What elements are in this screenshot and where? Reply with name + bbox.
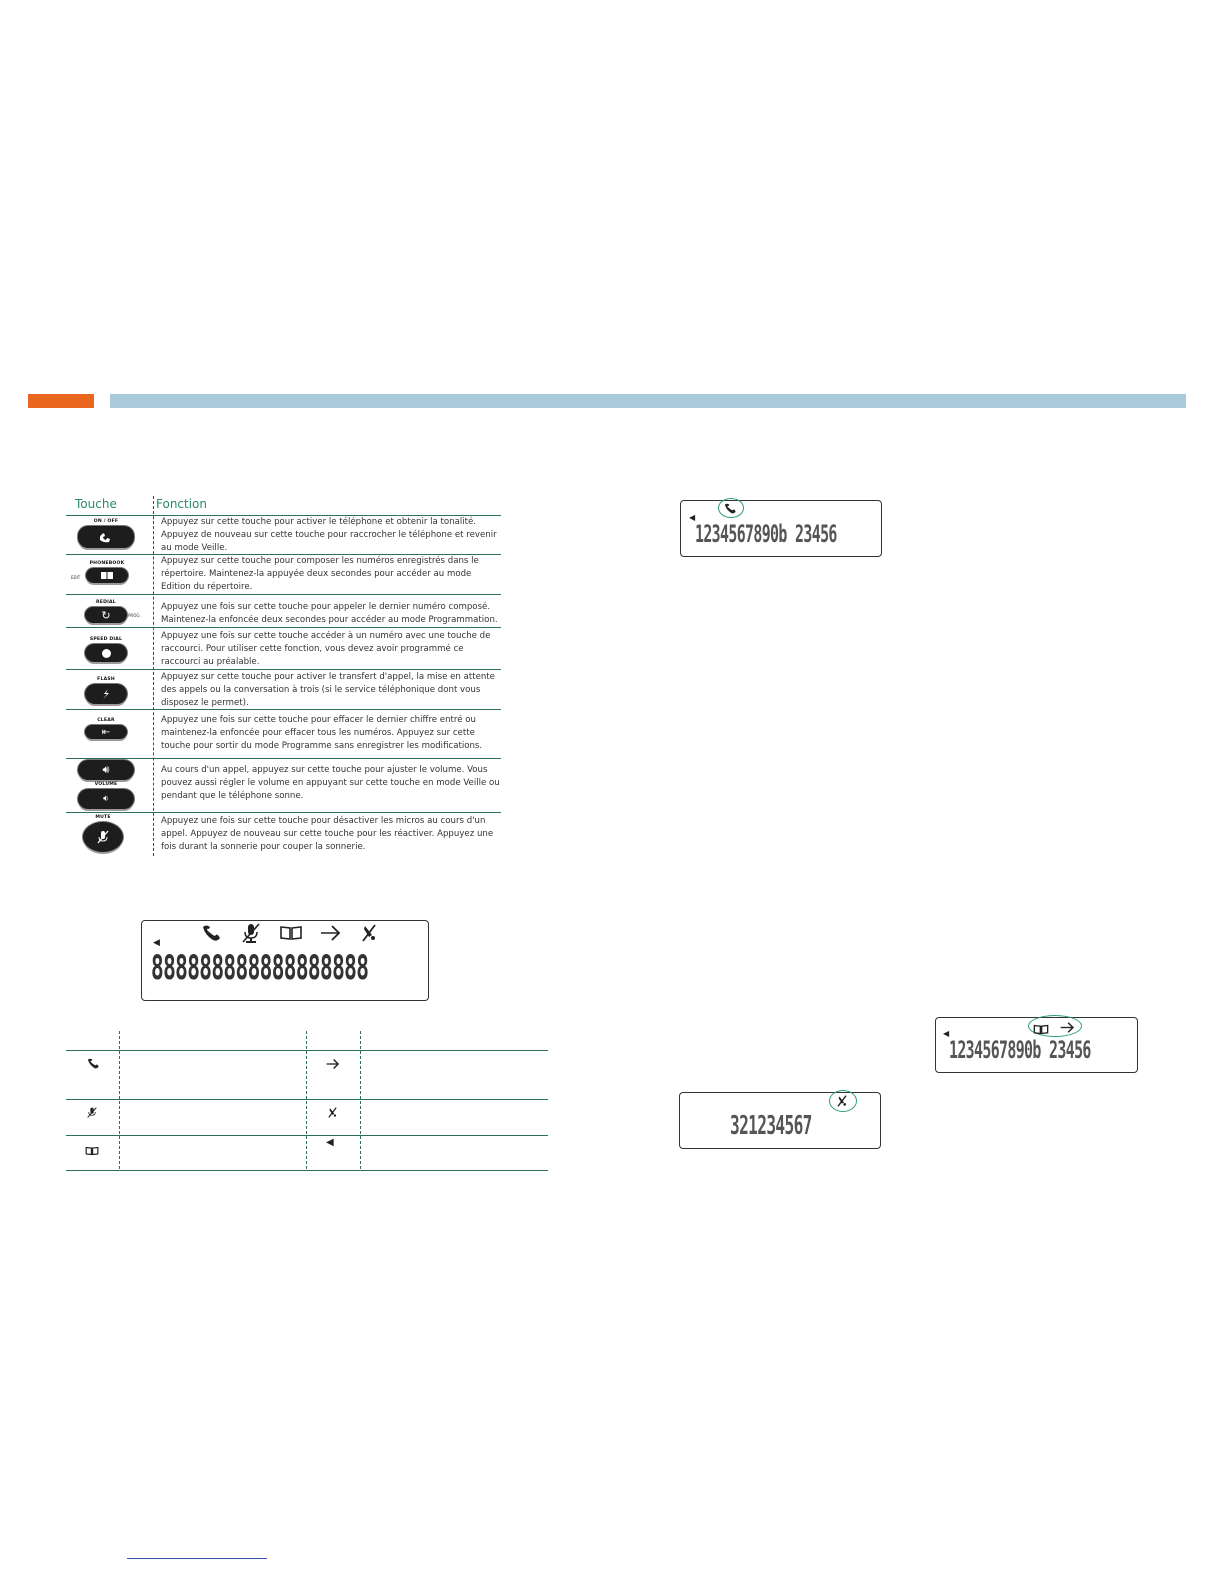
key-label: PHONEBOOK (89, 561, 125, 566)
ringer-off-icon (360, 923, 378, 947)
column-header-touche: Touche (75, 497, 117, 511)
book-icon (279, 925, 303, 945)
row-description: Appuyez sur cette touche pour activer le transfert d'appel, la mise en attente des appels ou la conversation à trois (si le service téléphonique dont vous disposez le permet). (161, 672, 495, 708)
book-icon (86, 568, 128, 583)
key-label: FLASH (97, 677, 115, 682)
lcd-digits: 1234567890b 23456 (695, 520, 837, 548)
lcd-display-ringer-off (679, 1092, 881, 1149)
section-header-bar (110, 394, 1186, 408)
handset-icon (200, 923, 222, 947)
row-description: Appuyez une fois sur cette touche pour effacer le dernier chiffre entré ou maintenez-la enfoncée pour effacer tous les numéros. Appuyez sur cette touche pour sortir du mode Programme sans enregistrer les modifications. (161, 715, 483, 751)
key-label: VOLUME (94, 782, 118, 787)
triangle-indicator-icon: ◀ (153, 938, 160, 948)
legend-ringer-off-icon (327, 1104, 338, 1123)
legend-divider (360, 1031, 361, 1169)
lcd-display-all-segments (141, 920, 429, 1001)
mic-mute-icon (240, 922, 262, 948)
on-off-key (76, 519, 136, 548)
row-description: Appuyez une fois sur cette touche accéder à un numéro avec une touche de raccourci. Pour utiliser cette fonction, vous devez avoir programmé ce raccourci au préalable. (161, 631, 491, 667)
lcd-digits: 321234567 (730, 1111, 812, 1141)
column-header-fonction: Fonction (156, 497, 208, 511)
row-description: Appuyez une fois sur cette touche pour appeler le dernier numéro composé. Maintenez-la enfoncée deux secondes pour accéder au mode Programmation. (161, 602, 498, 625)
volume-down-key (76, 782, 136, 809)
legend-rule (66, 1170, 548, 1171)
ringer-off-icon (836, 1093, 848, 1112)
key-label: CLEAR (97, 718, 115, 723)
redial-key (84, 600, 128, 623)
row-description: Appuyez une fois sur cette touche pour désactiver les micros au cours d'un appel. Appuyez de nouveau sur cette touche pour les réactiver. Appuyez une fois durant la sonnerie pour couper la sonnerie. (161, 816, 494, 852)
table-rule (66, 758, 501, 759)
table-rule (66, 669, 501, 670)
lcd-digits: 1234567890b 23456 (949, 1036, 1091, 1064)
lcd-display-phonebook (935, 1017, 1138, 1073)
prog-side-label: PROG. (128, 613, 141, 618)
flash-icon (85, 684, 127, 704)
key-label: ON / OFF (93, 519, 119, 524)
arrow-icon (320, 924, 342, 946)
triangle-indicator-icon: ◀ (689, 513, 696, 522)
handset-icon (723, 500, 737, 519)
mic-mute-icon (83, 822, 123, 852)
table-rule (66, 594, 501, 595)
edit-side-label: EDIT (71, 575, 81, 580)
legend-rule (66, 1099, 548, 1100)
volume-down-icon: 🔉︎ (78, 789, 134, 809)
lcd-display-call (680, 500, 882, 557)
legend-arrow-icon (326, 1055, 340, 1074)
legend-book-icon (85, 1141, 99, 1160)
speed-dial-dot-icon (85, 644, 127, 662)
phonebook-key (84, 561, 130, 583)
lcd-digits: 888888888888888888 (151, 948, 369, 988)
legend-mic-mute-icon (86, 1104, 98, 1123)
table-column-divider (153, 496, 154, 856)
flash-key (84, 677, 128, 704)
backspace-icon: ⇤ (85, 725, 127, 739)
speed-dial-key (84, 637, 128, 662)
mute-key (79, 815, 127, 852)
volume-up-icon: 🔊︎ (78, 760, 134, 780)
volume-up-key (76, 760, 136, 780)
clear-key (84, 718, 128, 739)
legend-rule (66, 1135, 548, 1136)
legend-handset-icon (86, 1055, 100, 1074)
triangle-indicator-icon: ◀ (943, 1029, 950, 1038)
legend-divider (119, 1031, 120, 1169)
key-label: MUTE (95, 815, 111, 820)
table-rule (66, 812, 501, 813)
row-description: Appuyez sur cette touche pour activer le téléphone et obtenir la tonalité. Appuyez de nouveau sur cette touche pour raccrocher le téléphone et revenir au mode Veille. (161, 517, 497, 553)
section-color-tab (28, 394, 94, 408)
key-label: SPEED DIAL (89, 637, 123, 642)
row-description: Au cours d'un appel, appuyez sur cette touche pour ajuster le volume. Vous pouvez aussi régler le volume en appuyant sur cette touche en mode Veille ou pendant que le téléphone sonne. (161, 765, 500, 801)
legend-divider (306, 1031, 307, 1169)
legend-rule (66, 1050, 548, 1051)
row-description: Appuyez sur cette touche pour composer les numéros enregistrés dans le répertoire. Maintenez-la appuyée deux secondes pour accéder au mode Edition du répertoire. (161, 556, 479, 592)
legend-triangle-icon: ◀ (326, 1137, 334, 1148)
handset-icon (78, 526, 134, 548)
key-label: REDIAL (96, 600, 116, 605)
footer-link-underline (127, 1558, 267, 1559)
redial-icon: ↻ (85, 607, 127, 623)
table-rule (66, 627, 501, 628)
